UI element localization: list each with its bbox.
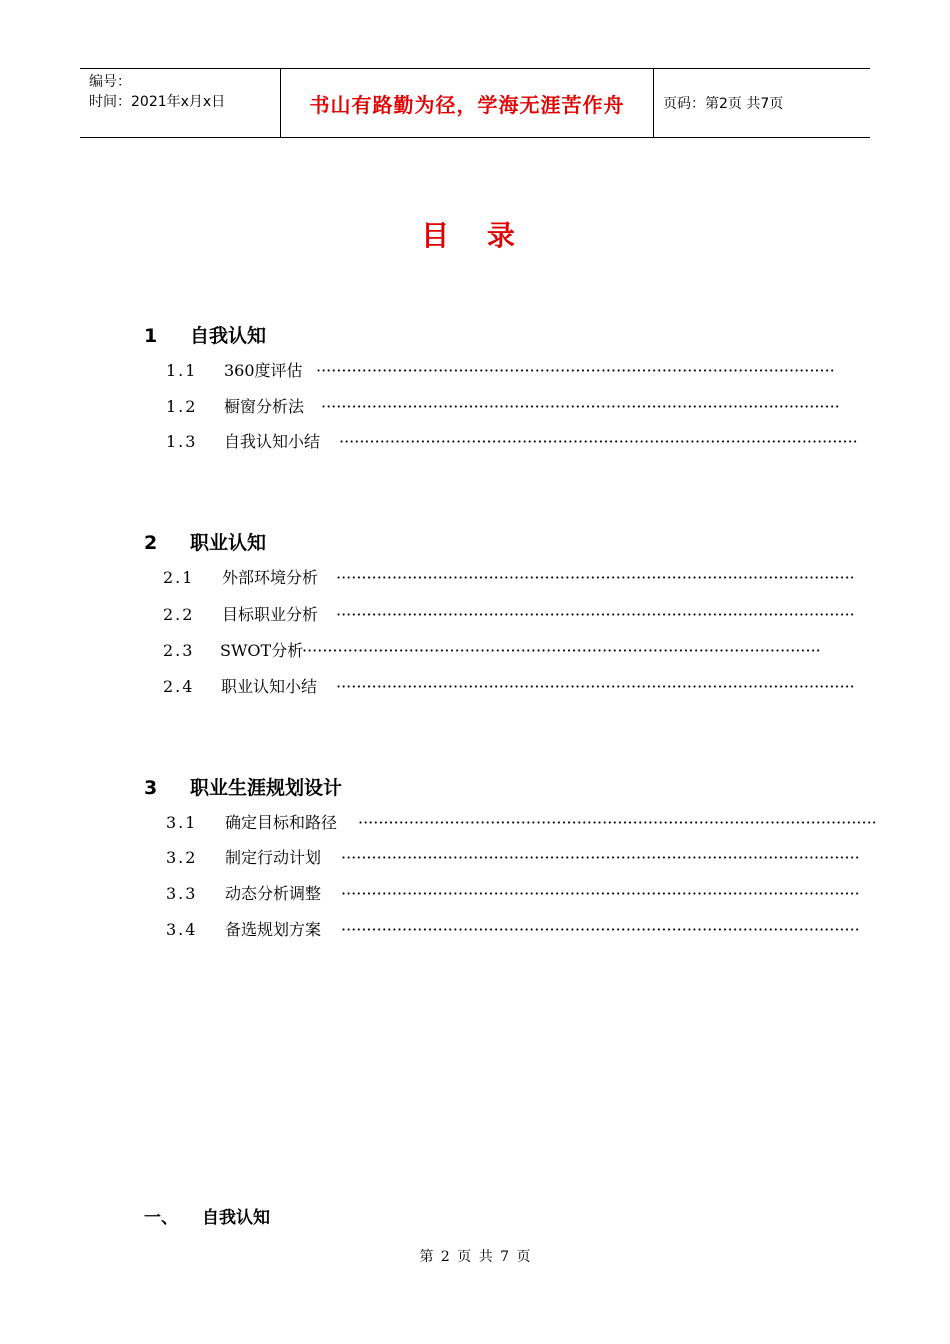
toc-item-number: 2.4 [163,677,195,696]
toc-item-text: 备选规划方案 [225,920,322,939]
toc-item-text: 外部环境分析 [222,568,319,587]
toc-leader-dots: ······································································································ [341,848,860,867]
toc-item-number: 3.2 [166,848,198,867]
header-time-label: 时间：2021年x月x日 [89,94,226,110]
toc-leader-dots: ······································································································ [341,884,860,903]
toc-item-number: 1.2 [166,397,198,416]
toc-item-text: 确定目标和路径 [225,813,338,832]
page-footer: 第 2 页 共 7 页 [419,1249,531,1265]
chapter-heading [144,1203,270,1228]
header-page-info-cell [654,69,870,137]
toc-section-title: 自我认知 [190,325,267,347]
toc-item-text: 360度评估 [224,361,303,380]
toc-item-text: 动态分析调整 [225,884,322,903]
toc-leader-dots: ······································································································ [321,397,840,416]
toc-item-text: 目标职业分析 [222,605,319,624]
header-meta [80,69,281,137]
toc-item-text: SWOT分析 [220,641,304,660]
toc-item-text: 自我认知小结 [224,432,321,451]
toc-leader-dots: ······································································································ [339,432,858,451]
toc-section-title: 职业生涯规划设计 [190,777,343,799]
toc-leader-dots: ······································································································ [358,813,877,832]
toc-section-number: 1 [144,325,158,347]
toc-section-number: 2 [144,532,158,554]
header-page-info: 页码：第2页 共7页 [663,96,784,112]
toc-leader-dots: ······································································································ [336,677,855,696]
toc-leader-dots: ······································································································ [341,920,860,939]
toc-item-number: 2.1 [163,568,195,587]
header-motto-cell [281,69,654,137]
toc-section-1[interactable] [144,321,266,348]
toc-leader-dots: ······································································································ [302,641,821,660]
toc-leader-dots: ······································································································ [336,605,855,624]
document-header [80,68,870,138]
header-number-label: 编号： [89,74,131,90]
toc-section-2[interactable] [144,528,266,555]
toc-item-number: 1.3 [166,432,198,451]
toc-leader-dots: ······································································································ [316,361,835,380]
toc-item-text: 职业认知小结 [221,677,318,696]
page-title: 目 录 [421,219,529,252]
chapter-heading-number: 一、 [144,1208,178,1228]
toc-section-3[interactable] [144,773,342,800]
toc-leader-dots: ······································································································ [336,568,855,587]
toc-item-number: 1.1 [166,361,198,380]
toc-section-title: 职业认知 [190,532,267,554]
toc-item-number: 3.3 [166,884,198,903]
toc-item-number: 2.2 [163,605,195,624]
toc-item-number: 2.3 [163,641,195,660]
chapter-heading-text: 自我认知 [202,1208,270,1228]
toc-item-text: 制定行动计划 [225,848,322,867]
toc-item-number: 3.4 [166,920,198,939]
toc-section-number: 3 [144,777,158,799]
toc-item-number: 3.1 [166,813,198,832]
header-motto: 书山有路勤为径，学海无涯苦作舟 [309,92,625,117]
toc-item-text: 橱窗分析法 [224,397,305,416]
